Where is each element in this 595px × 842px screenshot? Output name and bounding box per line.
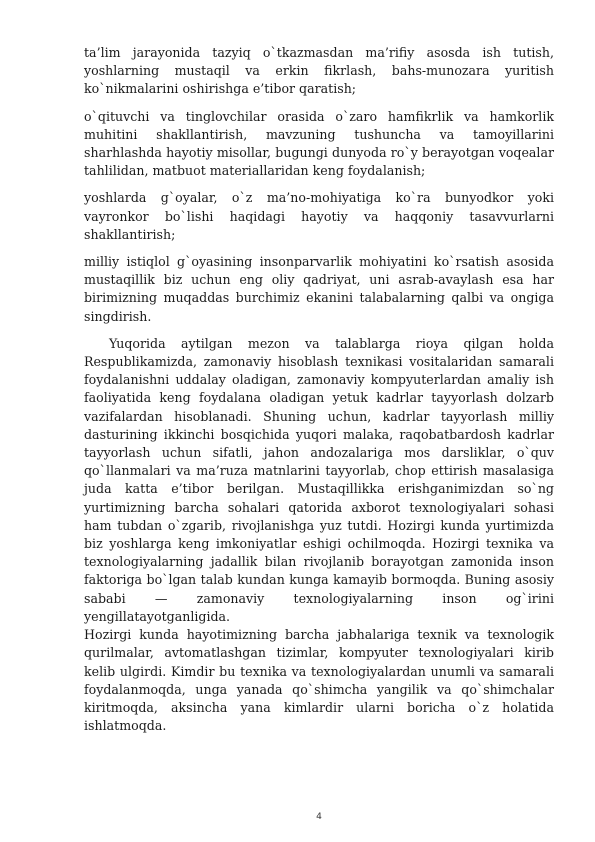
document-page bbox=[84, 44, 554, 822]
paragraph-2: o`qituvchi va tinglovchilar orasida o`zaro hamfikrlik va hamkorlik muhitini shakllantirish, mavzuning tushuncha va tamoyillarini sharhlashda hayotiy misollar, bugungi dunyoda ro`y berayotgan voqealar tahlilidan, matbuot materiallaridan keng foydalanish; bbox=[84, 108, 554, 179]
paragraph-3: yoshlarda g`oyalar, o`z ma’no-mohiyatiga ko`ra bunyodkor yoki vayronkor bo`lishi haqidagi hayotiy va haqqoniy tasavvurlarni shakllantirish; bbox=[84, 190, 554, 242]
paragraph-4: milliy istiqlol g`oyasining insonparvarlik mohiyatini ko`rsatish asosida mustaqillik biz uchun eng oliy qadriyat, uni asrab-avaylash esa har birimizning muqaddas burchimiz ekanini talabalarning qalbi va ongiga singdirish. bbox=[84, 254, 554, 324]
paragraph-1: ta’lim jarayonida tazyiq o`tkazmasdan ma’rifiy asosda ish tutish, yoshlarning mustaqil va erkin fikrlash, bahs-munozara yuritish ko`nikmalarini oshirishga e’tibor qaratish; bbox=[84, 45, 554, 97]
paragraph-5: Yuqorida aytilgan mezon va talablarga rioya qilgan holda Respublikamizda, zamonaviy hisoblash texnikasi vositalaridan samarali foydalanishni uddalay oladigan, zamonaviy kompyuterlardan amaliy ish faoliyatida keng foydalana oladigan yetuk kadrlar tayyorlash dolzarb vazifalardan hisoblanadi. Shuning uchun, kadrlar tayyorlash milliy dasturining ikkinchi bosqichida yuqori malaka, raqobatbardosh kadrlar tayyorlash uchun sifatli, jahon andozalariga mos darsliklar, o`quv qo`llanmalari va ma’ruza matnlarini tayyorlab, chop ettirish masalasiga juda katta e’tibor berilgan. Mustaqillikka erishganimizdan so`ng yurtimizning barcha sohalari qatorida axborot texnologiyalari sohasi ham tubdan o`zgarib, rivojlanishga yuz tutdi. Hozirgi kunda yurtimizda biz yoshlarga keng imkoniyatlar eshigi ochilmoqda. Hozirgi texnika va texnologiyalarning jadallik bilan rivojlanib borayotgan zamonida inson faktoriga bo`lgan talab kundan kunga kamayib bormoqda. Buning asosiy sababi — zamonaviy texnologiyalarning inson og`irini yengillatayotganligida. bbox=[84, 335, 554, 624]
page-number: 4 bbox=[316, 812, 322, 822]
paragraph-6: Hozirgi kunda hayotimizning barcha jabhalariga texnik va texnologik qurilmalar, avtomatlashgan tizimlar, kompyuter texnologiyalari kirib kelib ulgirdi. Kimdir bu texnika va texnologiyalardan unumli va samarali foydalanmoqda, unga yanada qo`shimcha yangilik va qo`shimchalar kiritmoqda, aksincha yana kimlardir ularni boricha o`z holatida ishlatmoqda. bbox=[84, 627, 554, 734]
